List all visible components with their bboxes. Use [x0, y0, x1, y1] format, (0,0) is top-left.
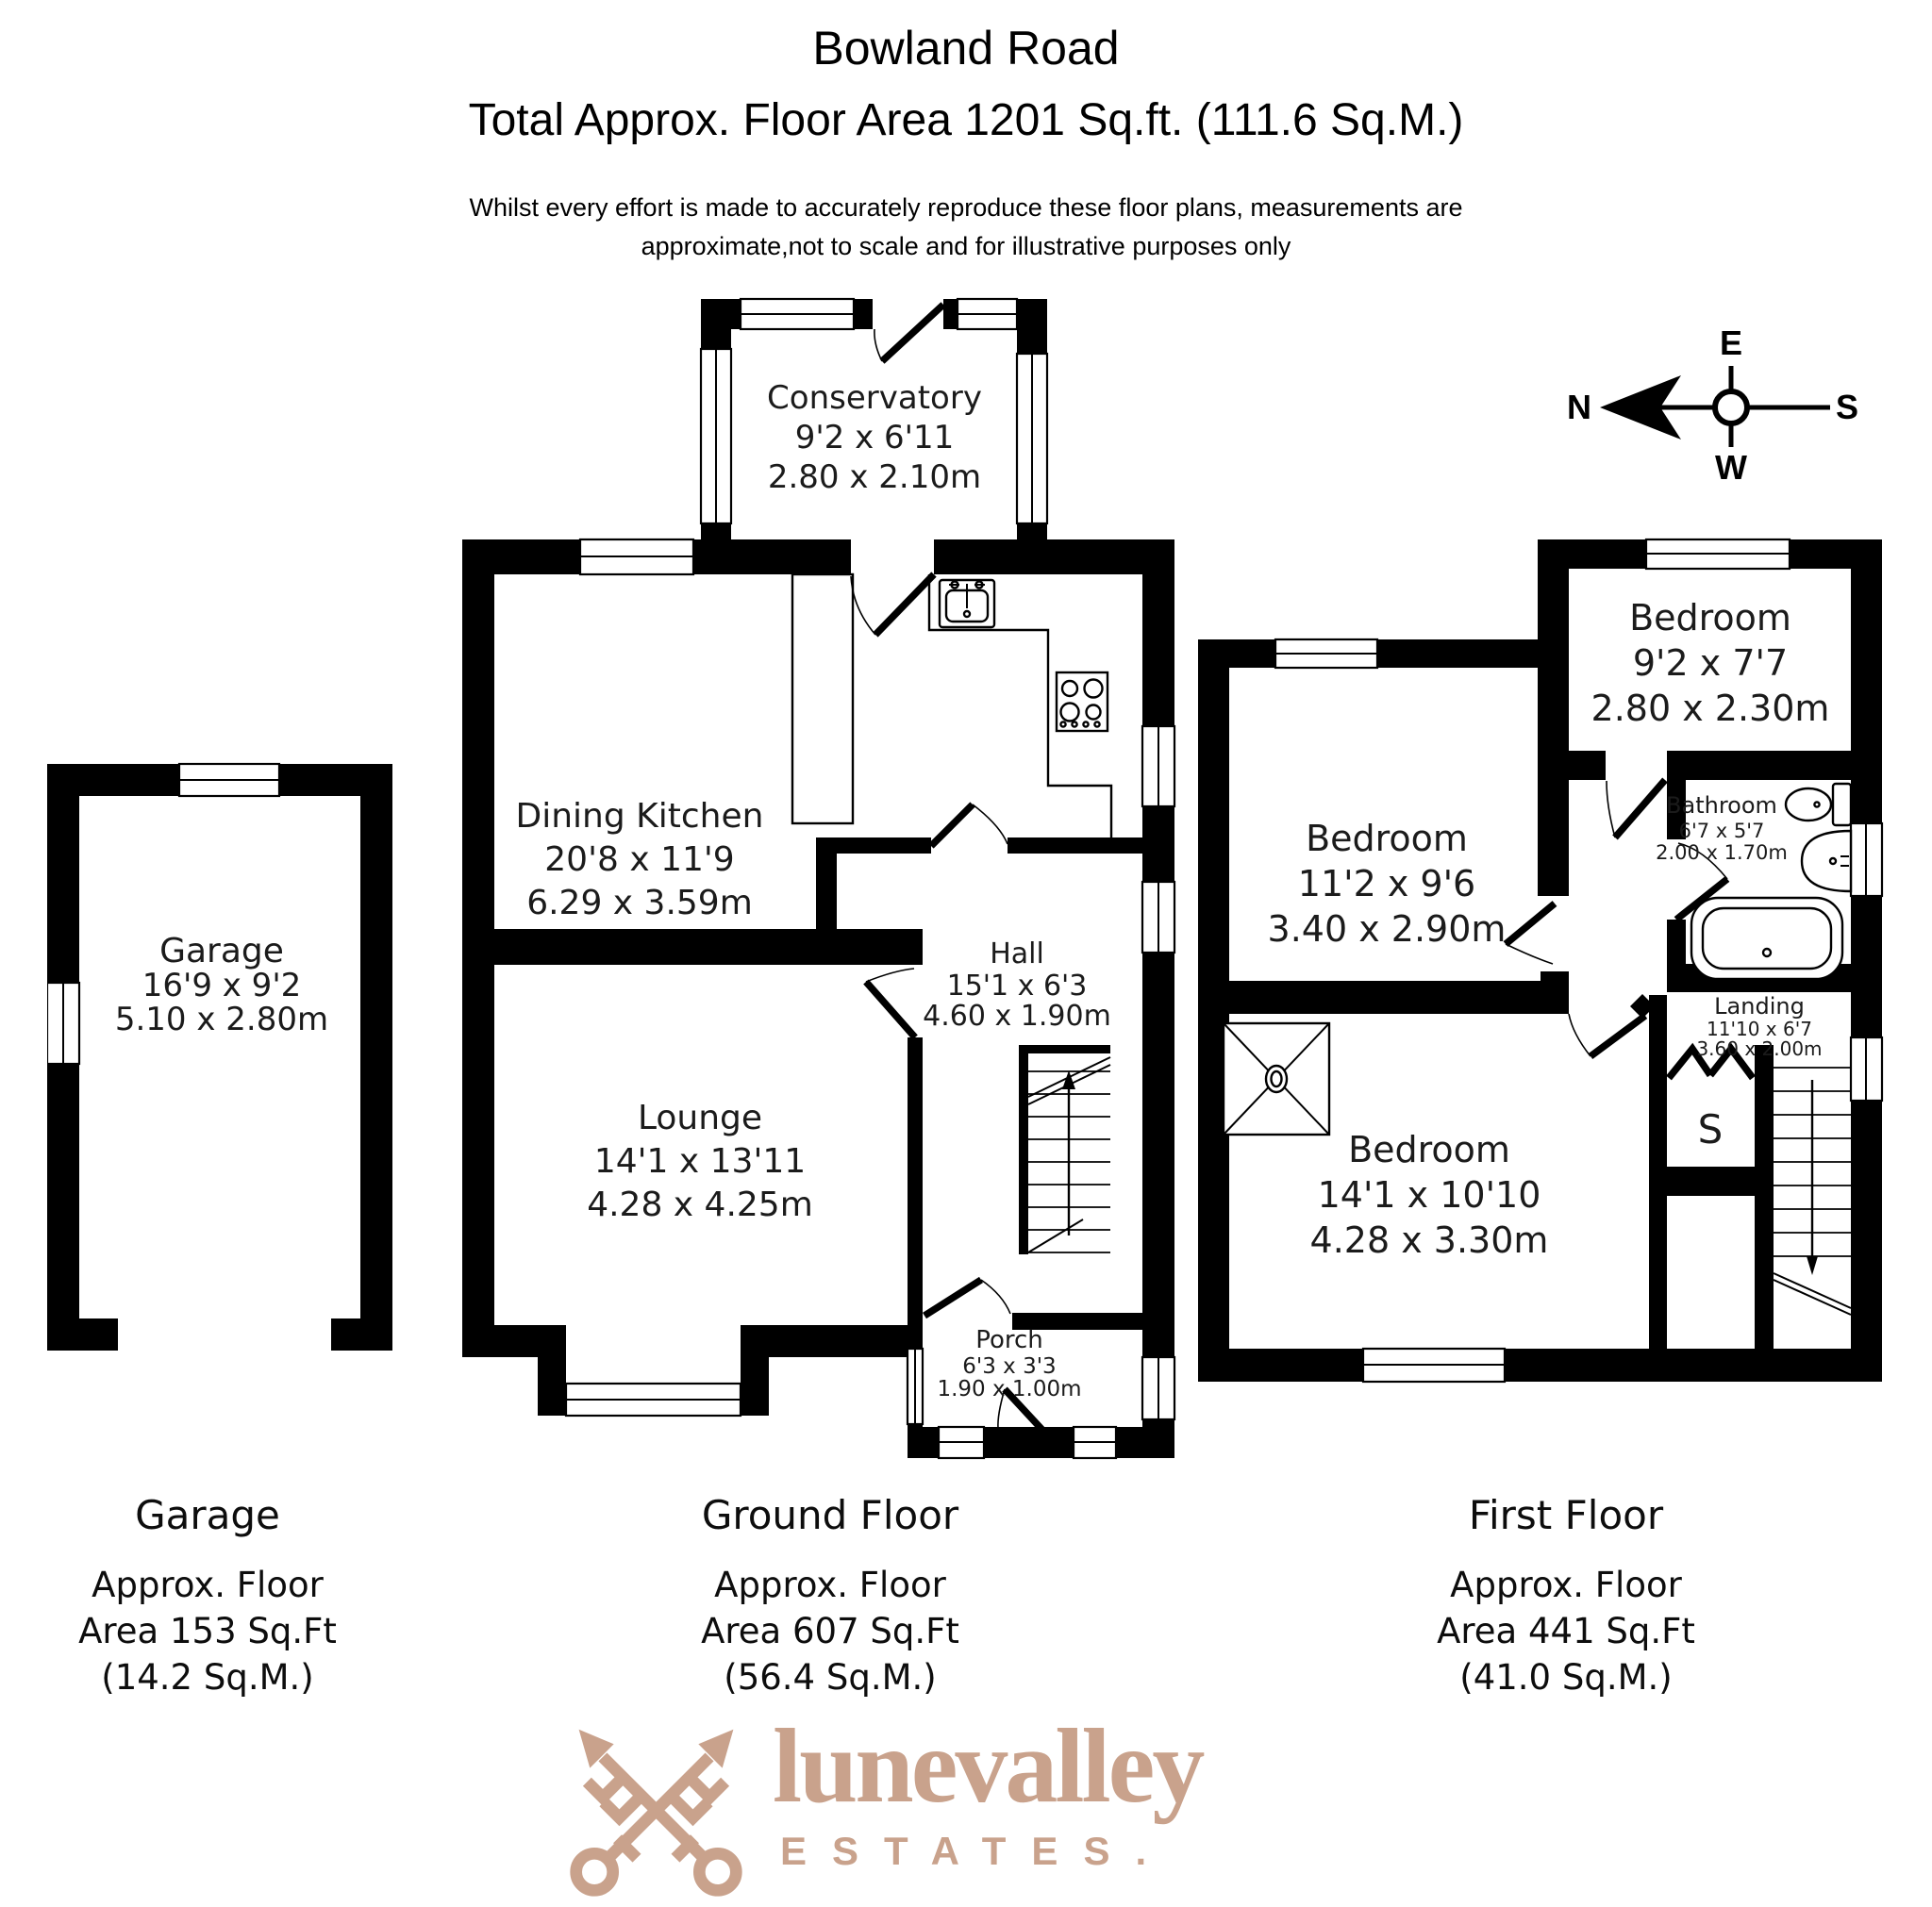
compass-icon: [1600, 366, 1830, 447]
kitchen-sink: [940, 580, 994, 627]
floor-area-line: Approx. Floor: [714, 1565, 946, 1605]
floor-area-line: Area 441 Sq.Ft: [1437, 1610, 1695, 1651]
room-dims-metric: 1.90 x 1.00m: [937, 1377, 1082, 1401]
conservatory-label: [767, 379, 982, 496]
room-dims-metric: 3.40 x 2.90m: [1267, 908, 1507, 950]
brand-tagline: ESTATES.: [780, 1829, 1173, 1874]
lounge-label: [587, 1099, 813, 1224]
landing-label: [1696, 993, 1822, 1060]
floor-title: First Floor: [1468, 1492, 1664, 1538]
disclaimer-line-2: approximate,not to scale and for illustrative purposes only: [641, 231, 1291, 260]
hall-porch-door: [924, 1280, 981, 1316]
garage-walls: [47, 764, 392, 1351]
room-dims-metric: 4.28 x 4.25m: [587, 1186, 813, 1224]
compass-rose: [1547, 330, 1858, 490]
room-name: Hall: [990, 937, 1044, 970]
compass-label-n: N: [1567, 388, 1591, 426]
room-name: Dining Kitchen: [515, 797, 764, 836]
floor-title: Ground Floor: [701, 1492, 959, 1538]
room-dims-imperial: 9'2 x 6'11: [794, 419, 955, 456]
room-name: Bedroom: [1629, 597, 1791, 638]
floor-area-line: (14.2 Sq.M.): [101, 1656, 314, 1698]
crossed-keys-icon: [564, 1718, 748, 1902]
bay-opening: [566, 1325, 741, 1357]
large-bedroom-door: [1591, 1016, 1645, 1056]
shower-icon: [1224, 1023, 1329, 1135]
room-name: Bedroom: [1306, 818, 1468, 859]
room-dims-imperial: 6'7 x 5'7: [1678, 820, 1765, 842]
room-dims-imperial: 14'1 x 13'11: [593, 1142, 807, 1181]
disclaimer-line-1: Whilst every effort is made to accurately reproduce these floor plans, measurements are: [469, 193, 1463, 222]
kitchen-fixtures: [792, 574, 1111, 837]
room-dims-metric: 3.60 x 2.00m: [1696, 1037, 1823, 1060]
room-dims-metric: 2.00 x 1.70m: [1656, 841, 1788, 864]
first-floor-label: [1264, 1492, 1868, 1700]
garage-door-opening: [118, 1318, 331, 1351]
room-dims-imperial: 15'1 x 6'3: [946, 970, 1088, 1003]
room-dims-imperial: 11'2 x 9'6: [1297, 863, 1476, 904]
floor-area-line: (41.0 Sq.M.): [1459, 1656, 1673, 1698]
room-name: Conservatory: [767, 379, 982, 417]
bedroom-small-label: [1591, 597, 1830, 729]
room-name: Bedroom: [1348, 1129, 1510, 1170]
room-dims-metric: 4.28 x 3.30m: [1309, 1219, 1549, 1261]
kitchen-hob: [1057, 672, 1108, 731]
ground-floor-label: [528, 1492, 1132, 1700]
room-dims-imperial: 9'2 x 7'7: [1632, 642, 1789, 684]
room-dims-metric: 2.80 x 2.10m: [767, 458, 982, 496]
page-title: Bowland Road: [812, 22, 1120, 75]
room-dims-imperial: 14'1 x 10'10: [1317, 1174, 1541, 1216]
lounge-hall-door: [866, 982, 915, 1037]
porch-label: [937, 1326, 1081, 1401]
brand-name: lunevalley: [773, 1708, 1203, 1825]
room-dims-metric: 5.10 x 2.80m: [114, 1001, 329, 1038]
dining-kitchen-label: [516, 797, 764, 922]
agency-logo: [564, 1708, 1203, 1902]
room-dims-metric: 4.60 x 1.90m: [923, 1000, 1111, 1033]
small-bedroom-door: [1615, 780, 1665, 837]
floor-title: Garage: [135, 1492, 280, 1538]
store-label: S: [1697, 1106, 1724, 1152]
hall-label: [923, 937, 1111, 1033]
ground-floor-plan: [453, 297, 1179, 1495]
kitchen-conservatory-door: [875, 574, 934, 635]
floor-area-line: Approx. Floor: [1450, 1565, 1682, 1605]
first-floor-plan: [1193, 528, 1920, 1405]
floor-area-line: Area 607 Sq.Ft: [701, 1610, 959, 1651]
room-name: Garage: [159, 932, 284, 970]
floor-area-line: (56.4 Sq.M.): [724, 1656, 937, 1698]
compass-label-w: W: [1715, 448, 1747, 487]
garage-plan: [47, 755, 396, 1405]
toilet-icon: [1786, 784, 1851, 825]
room-name: Landing: [1714, 993, 1805, 1020]
compass-label-s: S: [1835, 388, 1858, 426]
room-name: Bathroom: [1666, 792, 1777, 819]
room-dims-imperial: 20'8 x 11'9: [544, 840, 735, 879]
ground-floor-stairs: [1028, 1057, 1110, 1252]
room-dims-imperial: 16'9 x 9'2: [142, 967, 302, 1004]
room-dims-metric: 2.80 x 2.30m: [1591, 688, 1830, 729]
room-dims-imperial: 11'10 x 6'7: [1707, 1018, 1812, 1040]
kitchen-hall-door: [931, 804, 973, 846]
room-dims-metric: 6.29 x 3.59m: [526, 884, 753, 922]
room-name: Porch: [975, 1326, 1043, 1354]
compass-label-e: E: [1719, 330, 1743, 362]
bedroom-mid-label: [1268, 818, 1507, 950]
room-dims-imperial: 6'3 x 3'3: [962, 1354, 1057, 1379]
floor-area-line: Area 153 Sq.Ft: [78, 1610, 337, 1651]
bathtub-icon: [1691, 898, 1842, 979]
disclaimer-text: [0, 189, 1932, 265]
kitchen-peninsula: [792, 574, 853, 823]
total-area-subtitle: Total Approx. Floor Area 1201 Sq.ft. (111.6 Sq.M.): [468, 95, 1464, 145]
bedroom-large-label: [1310, 1129, 1549, 1261]
first-floor-stairs: [1774, 1068, 1851, 1315]
basin-icon: [1802, 831, 1851, 891]
garage-floor-label: [33, 1492, 382, 1700]
room-name: Lounge: [637, 1099, 763, 1137]
floor-area-line: Approx. Floor: [92, 1565, 324, 1605]
